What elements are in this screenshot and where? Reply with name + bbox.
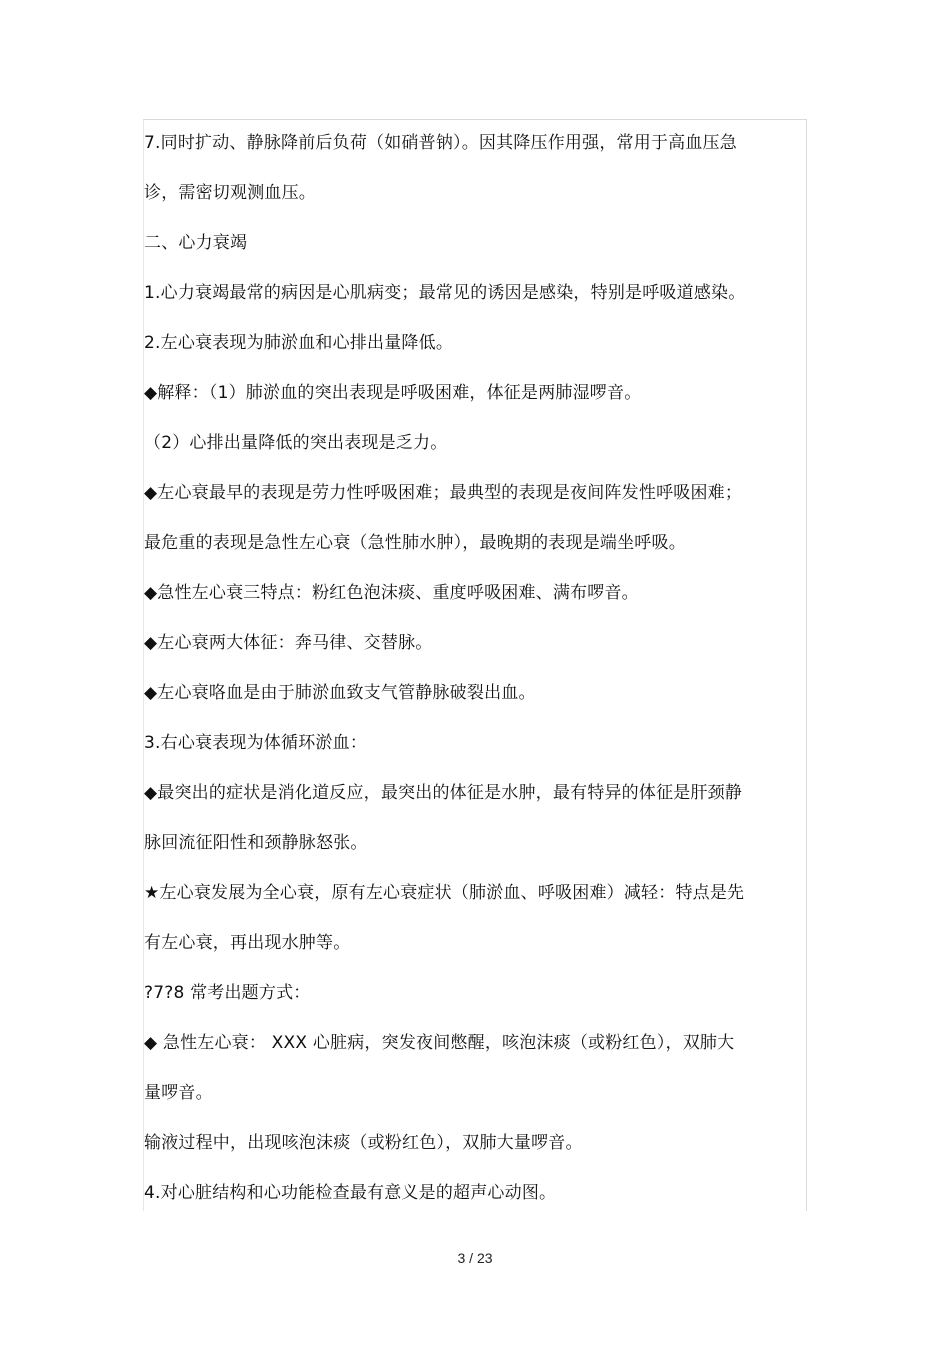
text-line: ◆左心衰咯血是由于肺淤血致支气管静脉破裂出血。 bbox=[144, 683, 536, 703]
text-line: 诊，需密切观测血压。 bbox=[144, 183, 316, 203]
text-line: ◆解释：（1）肺淤血的突出表现是呼吸困难，体征是两肺湿啰音。 bbox=[144, 383, 642, 403]
section-heading: 二、心力衰竭 bbox=[144, 233, 248, 253]
text-line: 最危重的表现是急性左心衰（急性肺水肿），最晚期的表现是端坐呼吸。 bbox=[144, 533, 686, 553]
text-line: 7.同时扩动、静脉降前后负荷（如硝普钠）。因其降压作用强，常用于高血压急 bbox=[144, 133, 737, 153]
text-line: ◆最突出的症状是消化道反应，最突出的体征是水肿，最有特异的体征是肝颈静 bbox=[144, 783, 743, 803]
text-line: ◆左心衰两大体征：奔马律、交替脉。 bbox=[144, 633, 433, 653]
text-line: ?7?8 常考出题方式： bbox=[144, 983, 311, 1003]
text-line: ◆左心衰最早的表现是劳力性呼吸困难；最典型的表现是夜间阵发性呼吸困难； bbox=[144, 483, 743, 503]
text-line: 1.心力衰竭最常的病因是心肌病变；最常见的诱因是感染，特别是呼吸道感染。 bbox=[144, 283, 746, 303]
text-line: ◆急性左心衰三特点：粉红色泡沫痰、重度呼吸困难、满布啰音。 bbox=[144, 583, 639, 603]
page-number: 3 / 23 bbox=[457, 1250, 493, 1266]
text-line: 输液过程中，出现咳泡沫痰（或粉红色），双肺大量啰音。 bbox=[144, 1133, 583, 1153]
text-line: ◆ 急性左心衰： XXX 心脏病，突发夜间憋醒，咳泡沫痰（或粉红色），双肺大 bbox=[144, 1033, 735, 1053]
text-line: （2）心排出量降低的突出表现是乏力。 bbox=[144, 433, 448, 453]
text-line: 4.对心脏结构和心功能检查最有意义是的超声心动图。 bbox=[144, 1183, 557, 1203]
text-line: 脉回流征阳性和颈静脉怒张。 bbox=[144, 833, 368, 853]
text-line: ★左心衰发展为全心衰，原有左心衰症状（肺淤血、呼吸困难）减轻：特点是先 bbox=[144, 883, 745, 903]
text-line: 2.左心衰表现为肺淤血和心排出量降低。 bbox=[144, 333, 454, 353]
text-line: 3.右心衰表现为体循环淤血： bbox=[144, 733, 368, 753]
text-line: 有左心衰，再出现水肿等。 bbox=[144, 933, 351, 953]
text-line: 量啰音。 bbox=[144, 1083, 213, 1103]
